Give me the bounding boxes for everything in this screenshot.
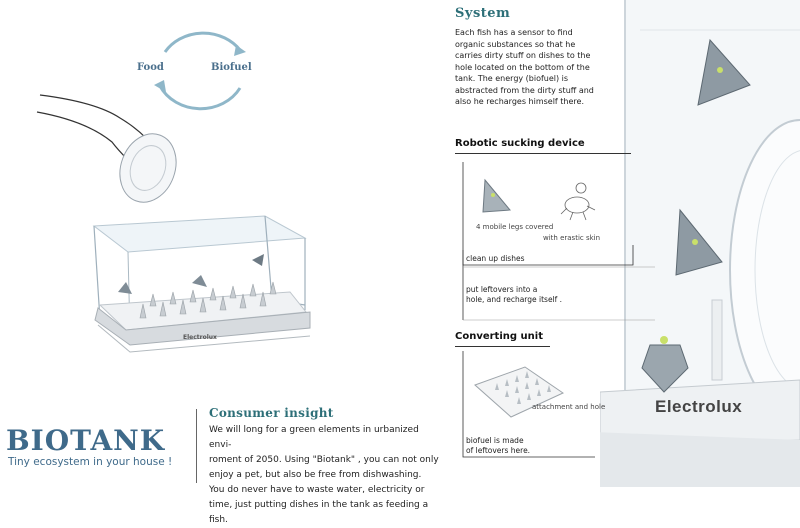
cycle-food-label: Food bbox=[137, 62, 164, 73]
system-title: System bbox=[455, 6, 511, 21]
robotic-device-title: Robotic sucking device bbox=[455, 138, 585, 149]
consumer-insight-title: Consumer insight bbox=[209, 406, 334, 420]
consumer-insight-body bbox=[209, 423, 441, 528]
tank-icon bbox=[94, 216, 310, 352]
insight-divider bbox=[196, 409, 197, 483]
system-line: hole located on the bottom of the bbox=[455, 62, 590, 72]
attachment-label: attachment and hole bbox=[532, 403, 606, 411]
robot-fish-icon bbox=[483, 180, 510, 212]
skin-label: with erastic skin bbox=[543, 234, 601, 242]
system-line: carries dirty stuff on dishes to the bbox=[455, 51, 591, 60]
cycle-biofuel-label: Biofuel bbox=[211, 62, 252, 73]
plate-icon bbox=[111, 126, 186, 210]
system-line: also he recharges himself there. bbox=[455, 97, 584, 106]
product-tagline: Tiny ecosystem in your house ! bbox=[8, 456, 173, 468]
insight-line: We will long for a green elements in urbanized envi- bbox=[209, 425, 419, 450]
insight-line: roment of 2050. Using "Biotank" , you can not only bbox=[209, 455, 439, 465]
biofuel-note: biofuel is made of leftovers here. bbox=[466, 436, 531, 455]
system-line: abstracted from the dirty stuff and bbox=[455, 85, 594, 95]
biotank-illustration bbox=[0, 0, 440, 400]
system-line: tank. The energy (biofuel) is bbox=[455, 74, 569, 83]
recharge-note: put leftovers into a hole, and recharge itself . bbox=[466, 285, 563, 304]
insight-line: enjoy a pet, but also be free from dishwashing. bbox=[209, 470, 422, 480]
system-line: organic substances so that he bbox=[455, 39, 576, 49]
insight-line: You do never have to waste water, electricity or bbox=[209, 485, 425, 495]
electrolux-logo-small: Electrolux bbox=[183, 334, 217, 341]
system-body bbox=[455, 27, 615, 108]
robot-legs-icon bbox=[561, 183, 595, 220]
converting-unit-title: Converting unit bbox=[455, 331, 543, 342]
system-line: Each fish has a sensor to find bbox=[455, 28, 573, 37]
legs-label: 4 mobile legs covered bbox=[476, 223, 554, 231]
insight-line: time, just putting dishes in the tank as feeding a fish. bbox=[209, 500, 429, 525]
product-title: BIOTANK bbox=[6, 424, 166, 457]
electrolux-logo-large: Electrolux bbox=[655, 397, 743, 416]
clean-dishes-label: clean up dishes bbox=[466, 254, 525, 263]
